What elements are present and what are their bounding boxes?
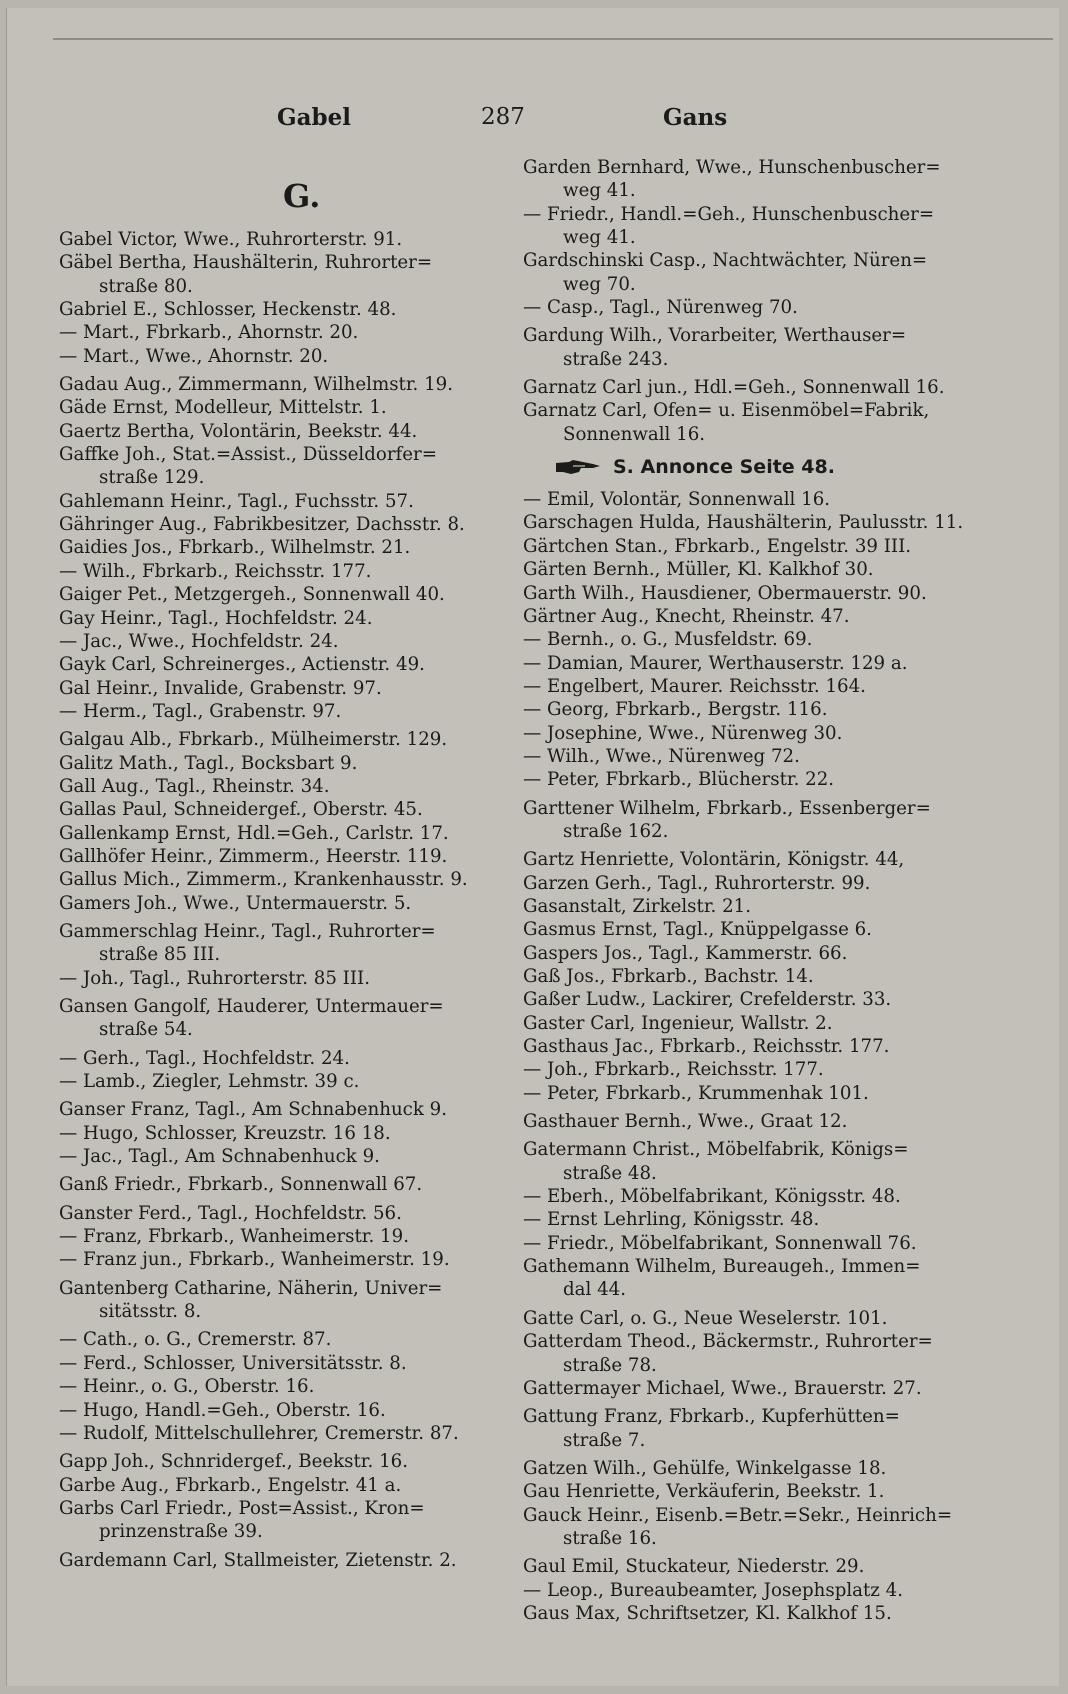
directory-entry-line: sitätsstr. 8. — [99, 1301, 202, 1323]
directory-entry-line: Gauck Heinr., Eisenb.=Betr.=Sekr., Heinrich= — [523, 1504, 953, 1526]
directory-entry-line: Ganster Ferd., Tagl., Hochfeldstr. 56. — [59, 1202, 402, 1224]
directory-entry-line: Gasmus Ernst, Tagl., Knüppelgasse 6. — [523, 919, 872, 941]
directory-entry-line: Gaus Max, Schriftsetzer, Kl. Kalkhof 15. — [523, 1602, 892, 1624]
directory-entry-line: Ganser Franz, Tagl., Am Schnabenhuck 9. — [59, 1099, 448, 1121]
directory-entry-line: Gantenberg Catharine, Näherin, Univer= — [59, 1277, 443, 1299]
directory-entry-line: Gamers Joh., Wwe., Untermauerstr. 5. — [59, 892, 412, 914]
directory-entry-line: Gatterdam Theod., Bäckermstr., Ruhrorter= — [523, 1331, 933, 1353]
directory-entry-line: straße 80. — [99, 275, 193, 297]
top-rule — [53, 38, 1053, 40]
directory-page — [6, 8, 1059, 1686]
directory-entry-line: Garbs Carl Friedr., Post=Assist., Kron= — [59, 1497, 425, 1519]
section-letter: G. — [283, 177, 321, 215]
directory-entry-line: Gatzen Wilh., Gehülfe, Winkelgasse 18. — [523, 1457, 887, 1479]
directory-entry-line: — Herm., Tagl., Grabenstr. 97. — [59, 700, 342, 722]
directory-entry-line: Garttener Wilhelm, Fbrkarb., Essenberger= — [523, 797, 931, 819]
directory-entry-line: Galitz Math., Tagl., Bocksbart 9. — [59, 752, 358, 774]
directory-entry-line: — Emil, Volontär, Sonnenwall 16. — [523, 489, 831, 511]
directory-entry-line: straße 78. — [563, 1354, 657, 1376]
page-number: 287 — [481, 104, 525, 130]
directory-entry-line: — Ferd., Schlosser, Universitätsstr. 8. — [59, 1352, 407, 1374]
directory-entry-line: — Peter, Fbrkarb., Krummenhak 101. — [523, 1082, 869, 1104]
directory-entry-line: — Bernh., o. G., Musfeldstr. 69. — [523, 629, 813, 651]
directory-entry-line: dal 44. — [563, 1279, 627, 1301]
directory-entry-line: — Gerh., Tagl., Hochfeldstr. 24. — [59, 1047, 350, 1069]
directory-entry-line: Gabel Victor, Wwe., Ruhrorterstr. 91. — [59, 229, 403, 250]
directory-entry-line: — Wilh., Wwe., Nürenweg 72. — [523, 745, 800, 767]
directory-entry-line: — Wilh., Fbrkarb., Reichsstr. 177. — [59, 560, 372, 582]
directory-entry-line: Gärtchen Stan., Fbrkarb., Engelstr. 39 III. — [523, 535, 912, 557]
directory-entry-line: straße 85 III. — [99, 944, 221, 966]
header-left-keyword: Gabel — [277, 104, 351, 131]
directory-entry-line: Gallus Mich., Zimmerm., Krankenhausstr. 9. — [59, 869, 468, 891]
directory-entry-line: Gadau Aug., Zimmermann, Wilhelmstr. 19. — [59, 374, 454, 396]
directory-entry-line: Gärten Bernh., Müller, Kl. Kalkhof 30. — [523, 559, 874, 581]
directory-entry-line: straße 129. — [99, 467, 205, 489]
directory-entry-line: straße 54. — [99, 1019, 193, 1041]
directory-entry-line: — Lamb., Ziegler, Lehmstr. 39 c. — [59, 1071, 360, 1093]
directory-entry-line: straße 162. — [563, 820, 669, 842]
directory-entry-line: Gasanstalt, Zirkelstr. 21. — [523, 895, 752, 917]
directory-entry-line: — Joh., Tagl., Ruhrorterstr. 85 III. — [59, 967, 371, 989]
directory-entry-line: — Hugo, Schlosser, Kreuzstr. 16 18. — [59, 1122, 391, 1144]
directory-entry-line: Garnatz Carl, Ofen= u. Eisenmöbel=Fabrik, — [523, 400, 930, 422]
directory-entry-line: Gay Heinr., Tagl., Hochfeldstr. 24. — [59, 607, 373, 629]
directory-entry-line: Garzen Gerh., Tagl., Ruhrorterstr. 99. — [523, 872, 871, 894]
advert-reference — [523, 446, 959, 488]
directory-entry-line: — Franz, Fbrkarb., Wanheimerstr. 19. — [59, 1226, 409, 1248]
directory-entry-line: Gaul Emil, Stuckateur, Niederstr. 29. — [523, 1556, 865, 1578]
directory-entry-line: — Friedr., Handl.=Geh., Hunschenbuscher= — [523, 203, 935, 225]
header-right-keyword: Gans — [663, 104, 728, 131]
directory-entry-line: Gattung Franz, Fbrkarb., Kupferhütten= — [523, 1406, 900, 1428]
directory-entry-line: — Eberh., Möbelfabrikant, Königsstr. 48. — [523, 1186, 901, 1208]
directory-entry-line: Gatte Carl, o. G., Neue Weselerstr. 101. — [523, 1307, 888, 1329]
directory-entry-line: weg 41. — [563, 227, 636, 249]
right-column — [523, 156, 964, 1625]
directory-entry-line: straße 7. — [563, 1429, 646, 1451]
directory-entry-line: straße 48. — [563, 1162, 657, 1184]
directory-entry-line: Gasthaus Jac., Fbrkarb., Reichsstr. 177. — [523, 1036, 890, 1058]
directory-entry-line: Gaspers Jos., Tagl., Kammerstr. 66. — [523, 942, 848, 964]
directory-entry-line: Garnatz Carl jun., Hdl.=Geh., Sonnenwall 16. — [523, 377, 945, 399]
directory-entry-line: — Josephine, Wwe., Nürenweg 30. — [523, 722, 843, 744]
directory-entry-line: Gähringer Aug., Fabrikbesitzer, Dachsstr. 8. — [59, 514, 465, 536]
directory-entry-line: — Ernst Lehrling, Königsstr. 48. — [523, 1209, 820, 1231]
directory-entry-line: — Jac., Wwe., Hochfeldstr. 24. — [59, 630, 339, 652]
directory-entry-line: Gapp Joh., Schnridergef., Beekstr. 16. — [59, 1451, 408, 1473]
directory-entry-line: weg 41. — [563, 180, 636, 202]
directory-entry-line: Gaßer Ludw., Lackirer, Crefelderstr. 33. — [523, 989, 892, 1011]
directory-entry-line: — Engelbert, Maurer. Reichsstr. 164. — [523, 675, 866, 697]
directory-entry-line: Garth Wilh., Hausdiener, Obermauerstr. 90. — [523, 582, 927, 604]
directory-entry-line: Gabriel E., Schlosser, Heckenstr. 48. — [59, 299, 397, 321]
advert-text: S. Annonce Seite 48. — [613, 456, 835, 479]
directory-entry-line: Gaidies Jos., Fbrkarb., Wilhelmstr. 21. — [59, 537, 411, 559]
directory-entry-line: Gatermann Christ., Möbelfabrik, Königs= — [523, 1139, 909, 1161]
directory-entry-line: Gardung Wilh., Vorarbeiter, Werthauser= — [523, 325, 907, 347]
directory-entry-line: Gal Heinr., Invalide, Grabenstr. 97. — [59, 677, 382, 699]
directory-entry-line: Garden Bernhard, Wwe., Hunschenbuscher= — [523, 157, 941, 178]
directory-entry-line: Gammerschlag Heinr., Tagl., Ruhrorter= — [59, 920, 436, 942]
directory-entry-line: Galgau Alb., Fbrkarb., Mülheimerstr. 129. — [59, 729, 448, 751]
directory-entry-line: — Friedr., Möbelfabrikant, Sonnenwall 76. — [523, 1232, 917, 1254]
directory-entry-line: Gallhöfer Heinr., Zimmerm., Heerstr. 119. — [59, 845, 448, 867]
directory-entry-line: — Damian, Maurer, Werthauserstr. 129 a. — [523, 652, 908, 674]
directory-entry-line: weg 70. — [563, 273, 636, 295]
directory-entry-line: Gansen Gangolf, Hauderer, Untermauer= — [59, 996, 444, 1017]
directory-entry-line: Gaiger Pet., Metzgergeh., Sonnenwall 40. — [59, 584, 445, 606]
directory-entry-line: Garbe Aug., Fbrkarb., Engelstr. 41 a. — [59, 1474, 402, 1496]
directory-entry-line: Gasthauer Bernh., Wwe., Graat 12. — [523, 1111, 848, 1133]
directory-entry-line: — Joh., Fbrkarb., Reichsstr. 177. — [523, 1059, 824, 1081]
directory-entry-line: Garschagen Hulda, Haushälterin, Paulusstr. 11. — [523, 512, 964, 534]
directory-entry-line: — Heinr., o. G., Oberstr. 16. — [59, 1376, 315, 1398]
directory-entry-line: Gallenkamp Ernst, Hdl.=Geh., Carlstr. 17. — [59, 822, 449, 844]
directory-entry-line: Gahlemann Heinr., Tagl., Fuchsstr. 57. — [59, 490, 414, 512]
directory-entry-line: — Georg, Fbrkarb., Bergstr. 116. — [523, 699, 828, 721]
directory-entry-line: Gardschinski Casp., Nachtwächter, Nüren= — [523, 250, 928, 272]
directory-entry-line: — Rudolf, Mittelschullehrer, Cremerstr. 87. — [59, 1422, 459, 1444]
directory-entry-line: — Peter, Fbrkarb., Blücherstr. 22. — [523, 769, 835, 791]
directory-entry-line: Gall Aug., Tagl., Rheinstr. 34. — [59, 775, 330, 797]
directory-entry-line: — Jac., Tagl., Am Schnabenhuck 9. — [59, 1146, 380, 1168]
directory-entry-line: Sonnenwall 16. — [563, 423, 706, 445]
directory-entry-line: straße 243. — [563, 348, 669, 370]
directory-entry-line: Gathemann Wilhelm, Bureaugeh., Immen= — [523, 1256, 921, 1278]
directory-entry-line: Gayk Carl, Schreinerges., Actienstr. 49. — [59, 654, 425, 676]
directory-entry-line: Gartz Henriette, Volontärin, Königstr. 44, — [523, 849, 905, 871]
directory-entry-line: Ganß Friedr., Fbrkarb., Sonnenwall 67. — [59, 1174, 423, 1196]
directory-entry-line: Gaß Jos., Fbrkarb., Bachstr. 14. — [523, 966, 814, 987]
directory-entry-line: — Franz jun., Fbrkarb., Wanheimerstr. 19. — [59, 1249, 450, 1271]
directory-entry-line: — Hugo, Handl.=Geh., Oberstr. 16. — [59, 1399, 386, 1421]
pointing-hand-icon — [555, 458, 601, 476]
directory-entry-line: Gardemann Carl, Stallmeister, Zietenstr. 2. — [59, 1549, 457, 1571]
left-column — [59, 164, 499, 1572]
directory-entry-line: straße 16. — [563, 1527, 657, 1549]
directory-entry-line: — Mart., Fbrkarb., Ahornstr. 20. — [59, 322, 359, 344]
directory-entry-line: — Cath., o. G., Cremerstr. 87. — [59, 1329, 332, 1351]
directory-entry-line: Gaster Carl, Ingenieur, Wallstr. 2. — [523, 1012, 833, 1034]
directory-entry-line: — Leop., Bureaubeamter, Josephsplatz 4. — [523, 1579, 904, 1601]
directory-entry-line: Gattermayer Michael, Wwe., Brauerstr. 27. — [523, 1377, 922, 1399]
directory-entry-line: Gäde Ernst, Modelleur, Mittelstr. 1. — [59, 397, 387, 419]
directory-entry-line: Gallas Paul, Schneidergef., Oberstr. 45. — [59, 799, 423, 821]
directory-entry-line: prinzenstraße 39. — [99, 1521, 263, 1543]
directory-entry-line: Gaertz Bertha, Volontärin, Beekstr. 44. — [59, 420, 418, 442]
directory-entry-line: Gau Henriette, Verkäuferin, Beekstr. 1. — [523, 1481, 885, 1503]
directory-entry-line: — Casp., Tagl., Nürenweg 70. — [523, 297, 798, 319]
directory-entry-line: Gäbel Bertha, Haushälterin, Ruhrorter= — [59, 252, 433, 274]
directory-entry-line: — Mart., Wwe., Ahornstr. 20. — [59, 345, 329, 367]
directory-entry-line: Gärtner Aug., Knecht, Rheinstr. 47. — [523, 605, 850, 627]
directory-entry-line: Gaffke Joh., Stat.=Assist., Düsseldorfer= — [59, 444, 437, 466]
